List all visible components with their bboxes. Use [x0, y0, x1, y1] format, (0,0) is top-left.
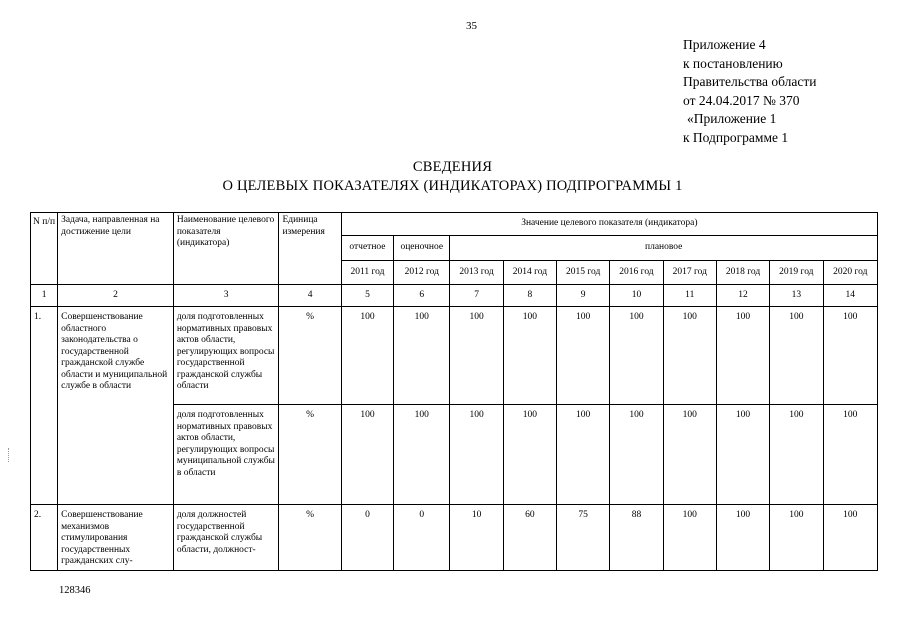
row-value: 100: [823, 307, 878, 405]
row-num: 1.: [31, 307, 58, 505]
row-value: 100: [770, 405, 823, 505]
annex-line: Правительства области: [683, 74, 817, 89]
header-unit: Единица измерения: [279, 213, 341, 285]
header-planned: плановое: [450, 236, 878, 261]
row-value: 100: [663, 505, 716, 571]
annex-line: к постановлению: [683, 55, 783, 71]
header-year: 2020 год: [823, 261, 878, 285]
row-value: 100: [450, 307, 503, 405]
row-value: 100: [663, 307, 716, 405]
header-year: 2017 год: [663, 261, 716, 285]
table-row: [31, 307, 878, 405]
header-reported: отчетное: [341, 236, 393, 261]
header-year: 2019 год: [770, 261, 823, 285]
row-value: 100: [716, 405, 769, 505]
column-number: 3: [173, 285, 279, 307]
row-value: 100: [823, 405, 878, 505]
row-unit: %: [279, 405, 341, 505]
column-number: 14: [823, 285, 878, 307]
document-title: [0, 158, 905, 196]
column-number: 12: [716, 285, 769, 307]
header-year: 2012 год: [394, 261, 450, 285]
row-unit: %: [279, 307, 341, 405]
column-number: 13: [770, 285, 823, 307]
annex-line: Приложение 4: [683, 37, 766, 52]
row-indicator: доля подготовленных нормативных правовых актов области, регулирующих вопросы муниципальной службы в области: [173, 405, 279, 505]
row-value: 100: [503, 307, 556, 405]
annex-line: «Приложение 1: [687, 111, 777, 126]
row-value: 88: [610, 505, 663, 571]
document-code: 128346: [59, 585, 91, 596]
column-number: 10: [610, 285, 663, 307]
row-value: 100: [394, 307, 450, 405]
row-value: 100: [716, 307, 769, 405]
row-value: 0: [341, 505, 393, 571]
column-number: 7: [450, 285, 503, 307]
row-value: 100: [341, 405, 393, 505]
row-value: 100: [663, 405, 716, 505]
row-value: 100: [450, 405, 503, 505]
column-number: 4: [279, 285, 341, 307]
row-value: 100: [770, 505, 823, 571]
title-line-1: СВЕДЕНИЯ: [412, 159, 493, 175]
header-task: Задача, направленная на достижение цели: [58, 213, 174, 285]
row-value: 100: [557, 307, 610, 405]
row-task: Совершенствование областного законодательства о государственной гражданской службе области и муниципальной службе в области: [58, 307, 174, 505]
row-value: 100: [610, 307, 663, 405]
header-year: 2018 год: [716, 261, 769, 285]
column-number: 6: [394, 285, 450, 307]
indicators-table: [30, 212, 878, 571]
row-unit: %: [279, 505, 341, 571]
header-year: 2015 год: [557, 261, 610, 285]
column-number: 9: [557, 285, 610, 307]
annex-line: от 24.04.2017 № 370: [683, 92, 800, 108]
row-value: 100: [394, 405, 450, 505]
row-value: 100: [503, 405, 556, 505]
row-value: 75: [557, 505, 610, 571]
row-value: 10: [450, 505, 503, 571]
row-task: Совершенствование механизмов стимулирования государственных гражданских слу-: [58, 505, 174, 571]
column-number: 11: [663, 285, 716, 307]
header-value-group: Значение целевого показателя (индикатора): [341, 213, 877, 236]
title-line-2: О ЦЕЛЕВЫХ ПОКАЗАТЕЛЯХ (ИНДИКАТОРАХ) ПОДПРОГРАММЫ 1: [222, 178, 683, 194]
header-year: 2011 год: [341, 261, 393, 285]
row-value: 100: [341, 307, 393, 405]
header-num: N п/п: [31, 213, 58, 285]
margin-mark: [8, 448, 12, 462]
header-year: 2013 год: [450, 261, 503, 285]
header-indicator: Наименование целевого показателя (индикатора): [173, 213, 279, 285]
column-numbers-row: [31, 285, 878, 307]
column-number: 8: [503, 285, 556, 307]
row-value: 100: [557, 405, 610, 505]
annex-line: к Подпрограмме 1: [683, 129, 789, 145]
page-number: 35: [466, 20, 477, 32]
row-value: 100: [610, 405, 663, 505]
header-year: 2016 год: [610, 261, 663, 285]
column-number: 5: [341, 285, 393, 307]
row-value: 100: [770, 307, 823, 405]
column-number: 1: [31, 285, 58, 307]
annex-header: [683, 36, 816, 147]
header-year: 2014 год: [503, 261, 556, 285]
header-estimated: оценочное: [394, 236, 450, 261]
row-indicator: доля должностей государственной гражданской службы области, должност-: [173, 505, 279, 571]
row-value: 0: [394, 505, 450, 571]
column-number: 2: [58, 285, 174, 307]
row-value: 100: [823, 505, 878, 571]
row-value: 100: [716, 505, 769, 571]
row-indicator: доля подготовленных нормативных правовых актов области, регулирующих вопросы государственной гражданской службы области: [173, 307, 279, 405]
row-num: 2.: [31, 505, 58, 571]
table-row: [31, 505, 878, 571]
row-value: 60: [503, 505, 556, 571]
